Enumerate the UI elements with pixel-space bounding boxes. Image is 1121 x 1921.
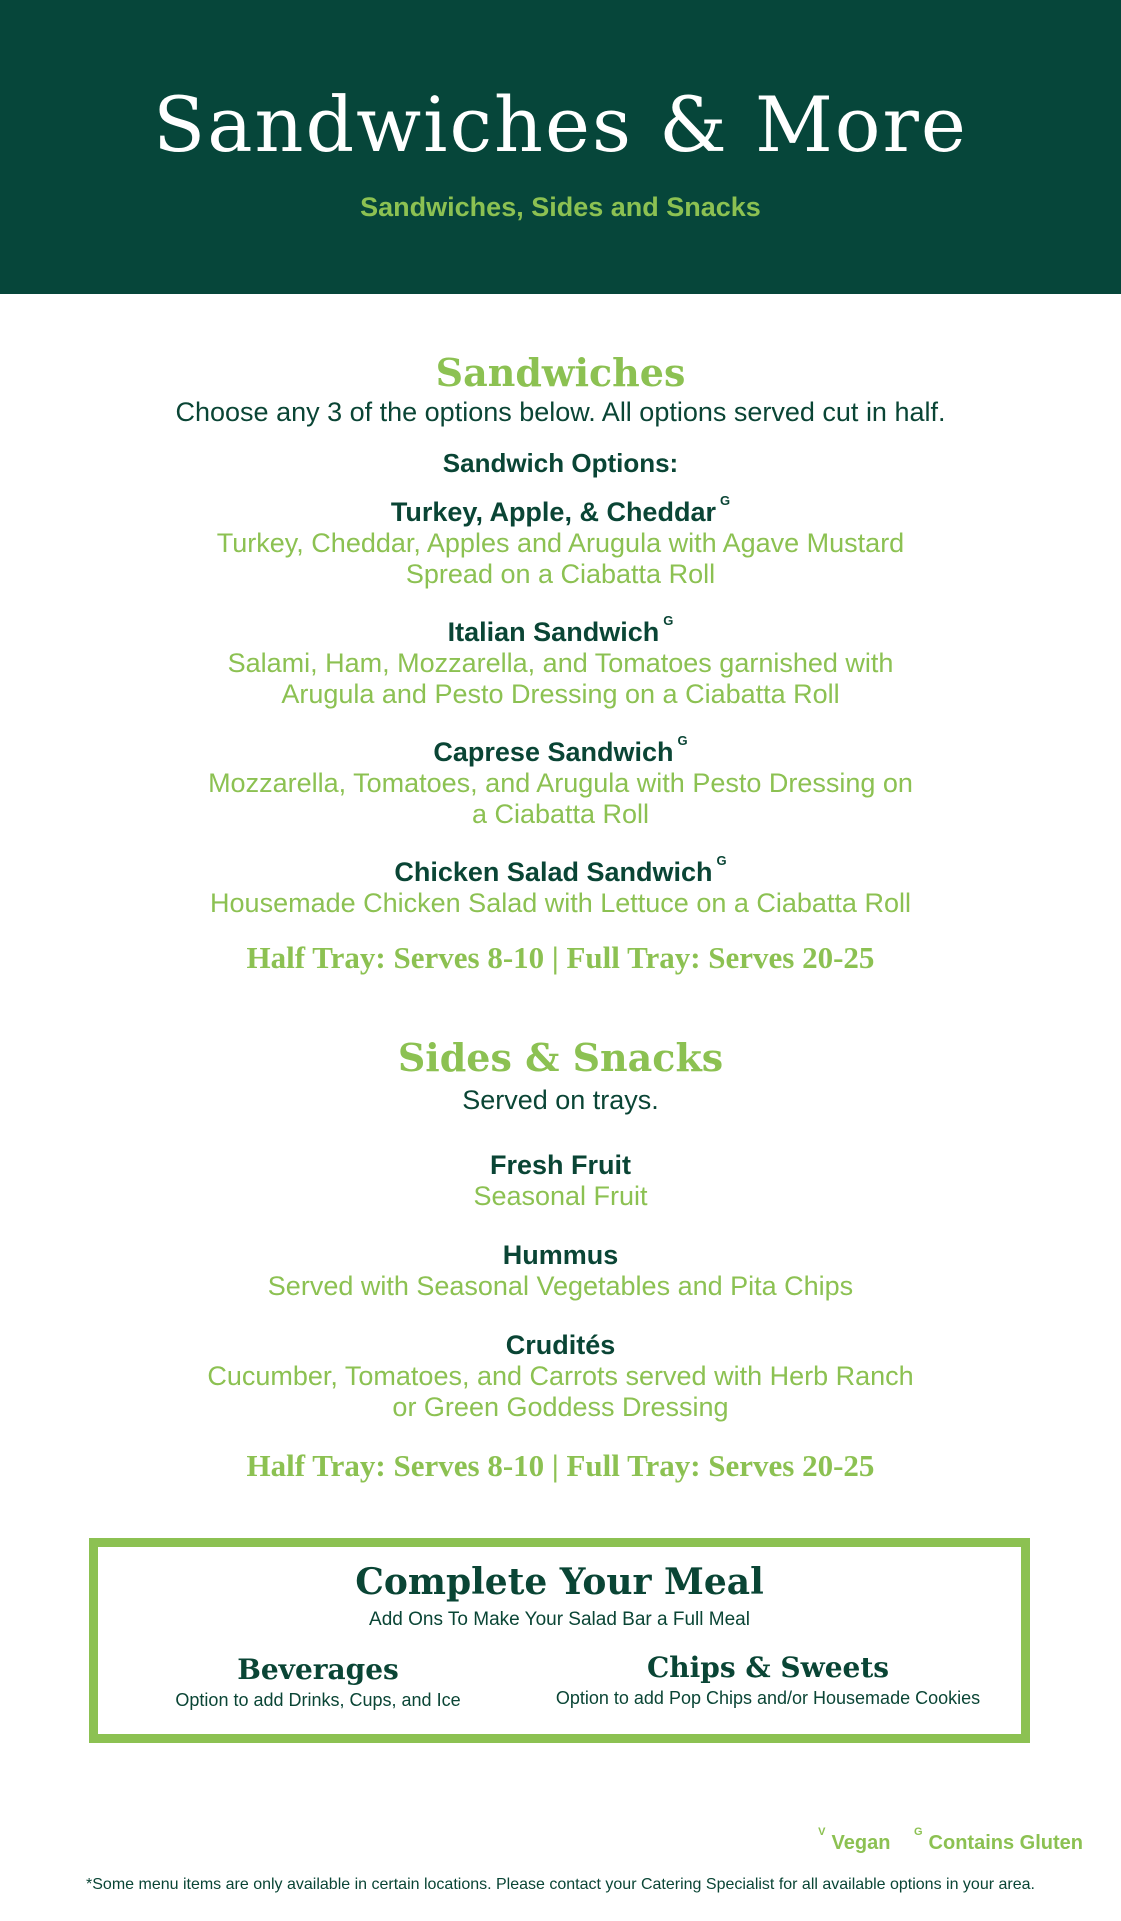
sandwich-options-heading: Sandwich Options: (442, 448, 679, 478)
menu-item-name: Fresh Fruit (489, 1150, 631, 1180)
menu-item-name: Crudités (505, 1330, 616, 1360)
vegan-marker: V (818, 1826, 826, 1839)
menu-item-description: Seasonal Fruit (473, 1181, 648, 1211)
menu-item-name: Turkey, Apple, & Cheddar $^G$ (390, 493, 731, 527)
page-title: Sandwiches & More (153, 80, 968, 169)
gluten-marker: G (719, 493, 731, 508)
complete-meal-title: Complete Your Meal (355, 1561, 764, 1603)
complete-meal-subtitle: Add Ons To Make Your Salad Bar a Full Meal (369, 1609, 750, 1630)
legend-vegan: $^V$ Vegan (818, 1826, 891, 1854)
menu-item-name: Italian Sandwich $^G$ (447, 613, 674, 647)
menu-item-description: Mozzarella, Tomatoes, and Arugula with Pesto Dressing on a Ciabatta Roll (208, 768, 913, 829)
menu-item-name: Caprese Sandwich $^G$ (433, 733, 688, 767)
sandwiches-title: Sandwiches (435, 350, 686, 395)
gluten-marker: G (677, 733, 688, 748)
complete-meal-box (89, 1538, 1030, 1743)
gluten-marker: G (716, 853, 727, 868)
menu-item-description: Housemade Chicken Salad with Lettuce on a Ciabatta Roll (210, 888, 911, 918)
gluten-legend-marker: G (913, 1826, 923, 1839)
addon-chips-sweets (538, 1651, 998, 1709)
menu-item-name: Hummus (502, 1240, 619, 1270)
addon-beverages (138, 1653, 498, 1711)
sides-serving-info: Half Tray: Serves 8-10 | Full Tray: Serves 20-25 (246, 1448, 875, 1483)
beverages-description: Option to add Drinks, Cups, and Ice (175, 1690, 461, 1710)
sides-title: Sides & Snacks (397, 1035, 724, 1080)
menu-item-description: Cucumber, Tomatoes, and Carrots served with Herb Ranch or Green Goddess Dressing (207, 1361, 914, 1422)
chips-sweets-title: Chips & Sweets (646, 1651, 890, 1684)
header-banner (0, 0, 1121, 294)
sides-intro: Served on trays. (462, 1085, 659, 1115)
beverages-title: Beverages (237, 1653, 399, 1686)
availability-disclaimer: *Some menu items are only available in certain locations. Please contact your Catering Specialist for all available options in your area. (86, 1876, 1035, 1893)
legend-gluten: $^G$ Contains Gluten (913, 1826, 1083, 1854)
sandwiches-intro: Choose any 3 of the options below. All options served cut in half. (175, 397, 946, 427)
gluten-marker: G (663, 613, 674, 628)
sandwiches-serving-info: Half Tray: Serves 8-10 | Full Tray: Serves 20-25 (246, 940, 875, 975)
menu-item-description: Salami, Ham, Mozzarella, and Tomatoes garnished with Arugula and Pesto Dressing on a Ciabatta Roll (227, 648, 894, 709)
menu-item-name: Chicken Salad Sandwich $^G$ (394, 853, 727, 887)
menu-item-description: Served with Seasonal Vegetables and Pita Chips (267, 1271, 854, 1301)
menu-item-description: Turkey, Cheddar, Apples and Arugula with Agave Mustard Spread on a Ciabatta Roll (216, 528, 905, 589)
chips-sweets-description: Option to add Pop Chips and/or Housemade Cookies (555, 1688, 981, 1708)
dietary-legend (800, 1826, 1083, 1855)
page-subtitle: Sandwiches, Sides and Snacks (360, 192, 761, 222)
